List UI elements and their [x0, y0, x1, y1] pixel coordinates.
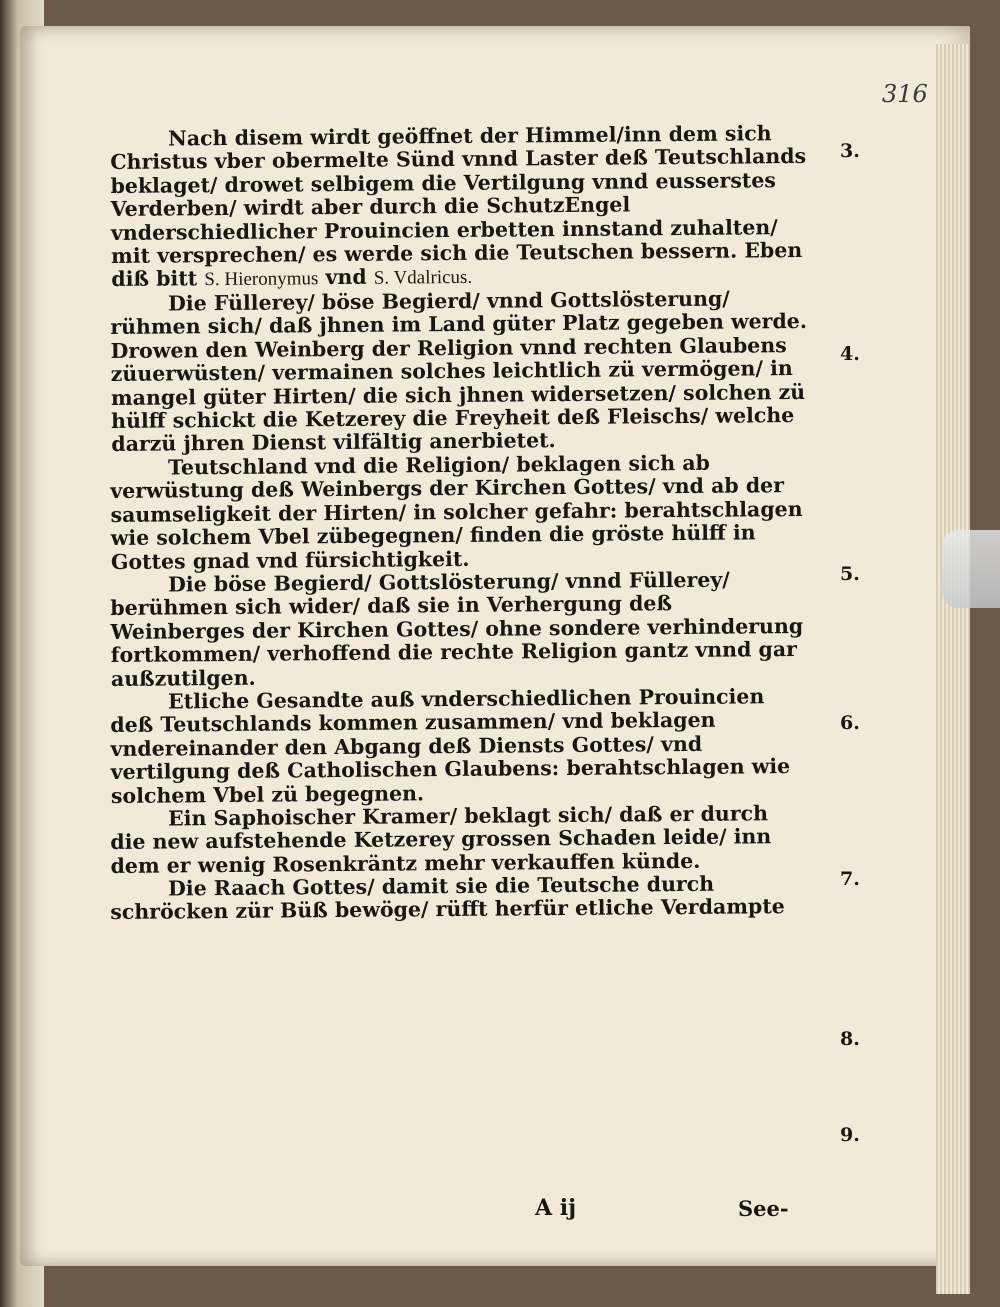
name-hieronymus: S. Hieronymus — [204, 268, 319, 291]
body-text — [110, 121, 810, 925]
margin-number-5: 5. — [840, 563, 860, 585]
paragraph-8: Ein Saphoischer Kramer/ beklagt sich/ daß er durch die new aufstehende Ketzerey grossen Schaden leide/ inn dem er wenig Rosenkräntz mehr verkauffen künde. — [110, 801, 772, 878]
page-stack-edge — [936, 44, 970, 1294]
margin-number-4: 4. — [840, 343, 860, 365]
margin-number-6: 6. — [840, 712, 860, 734]
paragraph-3-text: Nach disem wirdt geöffnet der Himmel/inn dem sich Christus vber obermelte Sünd vnnd Laster deß Teutschlands beklaget/ drowet selbigem die Vertilgung vnnd eusserstes Verderben/ wirdt aber durch die SchutzEngel vnderschiedlicher Prouincien erbetten innstand zuhalten/ mit versprechen/ es werde sich die Teutschen bessern. Eben diß bitt — [110, 121, 807, 292]
paragraph-7: Etliche Gesandte auß vnderschiedlichen Prouincien deß Teutschlands kommen zusammen/ vnd beklagen vndereinander den Abgang deß Diensts Gottes/ vnd vertilgung deß Catholischen Glaubens: berahtschlagen wie solchem Vbel zü begegnen. — [110, 684, 791, 808]
catchword: See- — [738, 1196, 789, 1221]
margin-number-8: 8. — [840, 1028, 860, 1050]
margin-number-3: 3. — [840, 140, 860, 162]
paragraph-3 — [110, 122, 811, 293]
margin-number-9: 9. — [840, 1124, 860, 1146]
margin-number-7: 7. — [840, 868, 860, 890]
paragraph-9: Die Raach Gottes/ damit sie die Teutsche durch schröcken zür Büß bewöge/ rüfft herfür etliche Verdampte — [110, 871, 785, 925]
signature-mark: A ij — [535, 1195, 577, 1221]
paragraph-3-conj: vnd — [318, 265, 374, 290]
paragraph-6: Die böse Begierd/ Gottslösterung/ vnnd Füllerey/ berühmen sich wider/ daß sie in Verhergung deß Weinberges der Kirchen Gottes/ ohne sondere verhinderung fortkommen/ verhoffend die rechte Religion gantz vnnd gar außzutilgen. — [110, 567, 804, 691]
name-vdalricus: S. Vdalricus. — [373, 267, 473, 290]
folio-number: 316 — [882, 80, 928, 108]
paragraph-4: Die Füllerey/ böse Begierd/ vnnd Gottslösterung/ rühmen sich/ daß jhnen im Land güter Platz gegeben werde. Drowen den Weinberg der Religion vnnd rechten Glaubens züuerwüsten/ vermainen solches leichtlich zü vermögen/ in mangel güter Hirten/ die sich jhnen widersetzen/ solchen zü hülff schickt die Ketzerey die Freyheit deß Fleischs/ welche darzü jhren Dienst vilfältig anerbietet. — [110, 286, 808, 457]
paragraph-5: Teutschland vnd die Religion/ beklagen sich ab verwüstung deß Weinbergs der Kirchen Gottes/ vnd ab der saumseligkeit der Hirten/ in solcher gefahr: berahtschlagen wie solchem Vbel zübegegnen/ finden die gröste hülff in Gottes gnad vnd fürsichtigkeit. — [110, 450, 803, 574]
clip-tab — [942, 530, 1000, 608]
